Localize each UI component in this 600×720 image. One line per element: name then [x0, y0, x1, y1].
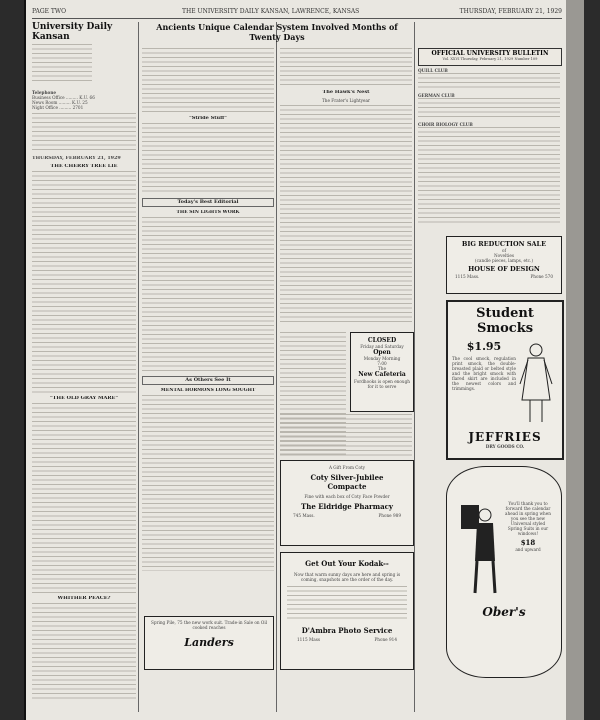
jeffries-logo: JEFFRIES — [468, 430, 542, 444]
page-header — [32, 8, 562, 19]
notice-biology-text — [418, 127, 560, 225]
coty-compacte-ad — [280, 460, 414, 546]
coty-gift: A Gift From Coty — [328, 465, 366, 470]
page-number: PAGE TWO — [32, 8, 66, 15]
bulletin-notices — [418, 68, 560, 225]
issue-date: THURSDAY, FEBRUARY 21, 1929 — [459, 8, 562, 15]
cafeteria-ad — [350, 332, 414, 412]
hawks-nest-heading: The Hawk's Nest — [322, 90, 370, 95]
smocks-body: The cool smock, regulation print smock, the double-breasted plaid or belted style and the bright smock with flared skirt are included in the newest colors and trimmings. — [452, 356, 516, 391]
landers-ad-text: Spring Pile, 75 the new work suit. Trade-in Sale on Oil cooked reaches — [150, 620, 268, 630]
obers-upward: and upward — [515, 547, 541, 552]
eldridge-address: 745 Mass. — [293, 513, 315, 518]
headline-block — [142, 22, 412, 42]
fraternity-heading: The Frater's Lightyear — [321, 98, 371, 103]
drift-text — [32, 403, 136, 593]
eldridge-pharmacy: The Eldridge Pharmacy — [301, 502, 393, 511]
house-of-design-ad — [446, 236, 562, 294]
coty-offer: Fine with each box of Coty Face Powder — [304, 494, 390, 499]
bulletin-title: OFFICIAL UNIVERSITY BULLETIN — [431, 50, 549, 57]
obers-price: $18 — [520, 538, 536, 547]
best-editorial-heading: Today's Best Editorial — [142, 198, 274, 207]
dambra-address: 1115 Mass — [297, 637, 321, 642]
calendar-story-text — [142, 48, 274, 114]
obers-ad — [446, 466, 562, 678]
calendar-continued-text — [280, 48, 412, 86]
editorial-heading: THE CHERRY TREE LIE — [50, 164, 118, 169]
house-phone: Phone 570 — [530, 274, 553, 279]
bulletin-subtitle: Vol. XXVI Thursday, February 21, 1929 Number 109 — [442, 57, 538, 61]
cafeteria-time: 7:00 — [377, 361, 387, 366]
suit-man-illustration — [457, 501, 503, 597]
dambra-name: D'Ambra Photo Service — [301, 626, 393, 635]
house-of-design: HOUSE OF DESIGN — [468, 265, 540, 273]
masthead-text — [32, 113, 136, 153]
phone-2: News Room ......... K.U. 25 — [32, 100, 88, 105]
coty-title: Coty Silver-Jubilee — [310, 473, 384, 482]
mental-heading: MENTAL HORMONS LONG SOUGHT — [160, 388, 256, 393]
cafeteria-monday: Monday Morning — [363, 356, 401, 361]
main-headline: Ancients Unique Calendar System Involved Months of Twenty Days — [156, 22, 398, 42]
notice-biology: CHOIR BIOLOGY CLUB — [418, 122, 473, 127]
eldridge-phone: Phone 989 — [378, 513, 401, 518]
column-rule — [276, 22, 277, 712]
column-two — [142, 48, 274, 571]
bulletin-box — [418, 48, 562, 66]
newspaper-page — [24, 0, 584, 720]
drift-heading: "THE OLD GRAY MARE" — [50, 396, 118, 401]
column-three — [280, 48, 412, 325]
sale-novelties: Novelties — [493, 253, 515, 258]
notice-quill: QUILL CLUB — [418, 68, 448, 73]
peace-text — [32, 603, 136, 699]
lighter-heading: THE SIN LIGHTS WORK — [176, 210, 240, 215]
editorial-text — [32, 171, 136, 393]
cafeteria-open: Open — [373, 349, 391, 356]
kodak-title: Get Out Your Kodak-- — [305, 559, 389, 568]
kodak-fineprint — [287, 586, 407, 622]
smocks-title: Student Smocks — [476, 306, 534, 336]
house-address: 1115 Mass. — [455, 274, 480, 279]
dateline: THURSDAY, FEBRUARY 21, 1929 — [32, 156, 121, 161]
lighter-text — [142, 217, 274, 373]
sale-title: BIG REDUCTION SALE — [461, 240, 547, 248]
landers-logo: Landers — [184, 636, 234, 649]
cafeteria-closed: CLOSED — [367, 337, 397, 344]
sale-items: (candle pieces, lamps, etc.) — [475, 258, 533, 263]
phone-1: Business Office ......... K.U. 66 — [32, 95, 95, 100]
hawks-nest-text — [280, 105, 412, 325]
kodak-body: Now that warm sunny days are here and spring is coming, snapshots are the order of the day. — [293, 572, 401, 582]
notice-german: GERMAN CLUB — [418, 93, 455, 98]
masthead-block — [32, 22, 136, 699]
smock-illustration — [516, 340, 556, 428]
cafeteria-days: Friday and Saturday — [360, 344, 404, 349]
cafeteria-note: Fordhooks is open enough for it to serve — [354, 379, 410, 389]
page-edge — [566, 0, 584, 720]
stride-heading: "Stride Stuff" — [189, 116, 227, 121]
obers-logo: Ober's — [482, 605, 526, 619]
staff-list — [32, 44, 92, 84]
masthead: University Daily Kansan — [32, 22, 113, 42]
dambra-phone: Phone 914 — [374, 637, 397, 642]
smocks-price: $1.95 — [466, 340, 502, 353]
peace-heading: WHITHER PEACE? — [57, 596, 111, 601]
others-heading: As Others See It — [142, 376, 274, 385]
column-rule — [138, 22, 139, 712]
kodak-ad — [280, 552, 414, 670]
paper-title: THE UNIVERSITY DAILY KANSAN, LAWRENCE, KANSAS — [182, 8, 360, 15]
column-three-lower-text-2 — [280, 414, 412, 456]
column-rule — [414, 22, 415, 712]
landers-ad — [144, 616, 274, 670]
telephone-label: Telephone — [32, 90, 57, 95]
student-smocks-ad — [446, 300, 564, 460]
phone-3: Night Office ......... 2701 — [32, 105, 84, 110]
sale-of: of — [501, 248, 507, 253]
notice-quill-text — [418, 73, 560, 91]
jeffries-sub: DRY GOODS CO. — [485, 444, 525, 449]
notice-german-text — [418, 98, 560, 120]
obers-text: You'll thank you to forward the calendar ahead in spring when you see the new Universal styled Spring Suits in our windows! — [505, 501, 551, 536]
mental-text — [142, 395, 274, 571]
coty-compacte: Compacte — [327, 482, 367, 491]
stride-text — [142, 123, 274, 195]
cafeteria-the: The — [378, 366, 386, 371]
cafeteria-name: New Cafeteria — [358, 371, 406, 378]
